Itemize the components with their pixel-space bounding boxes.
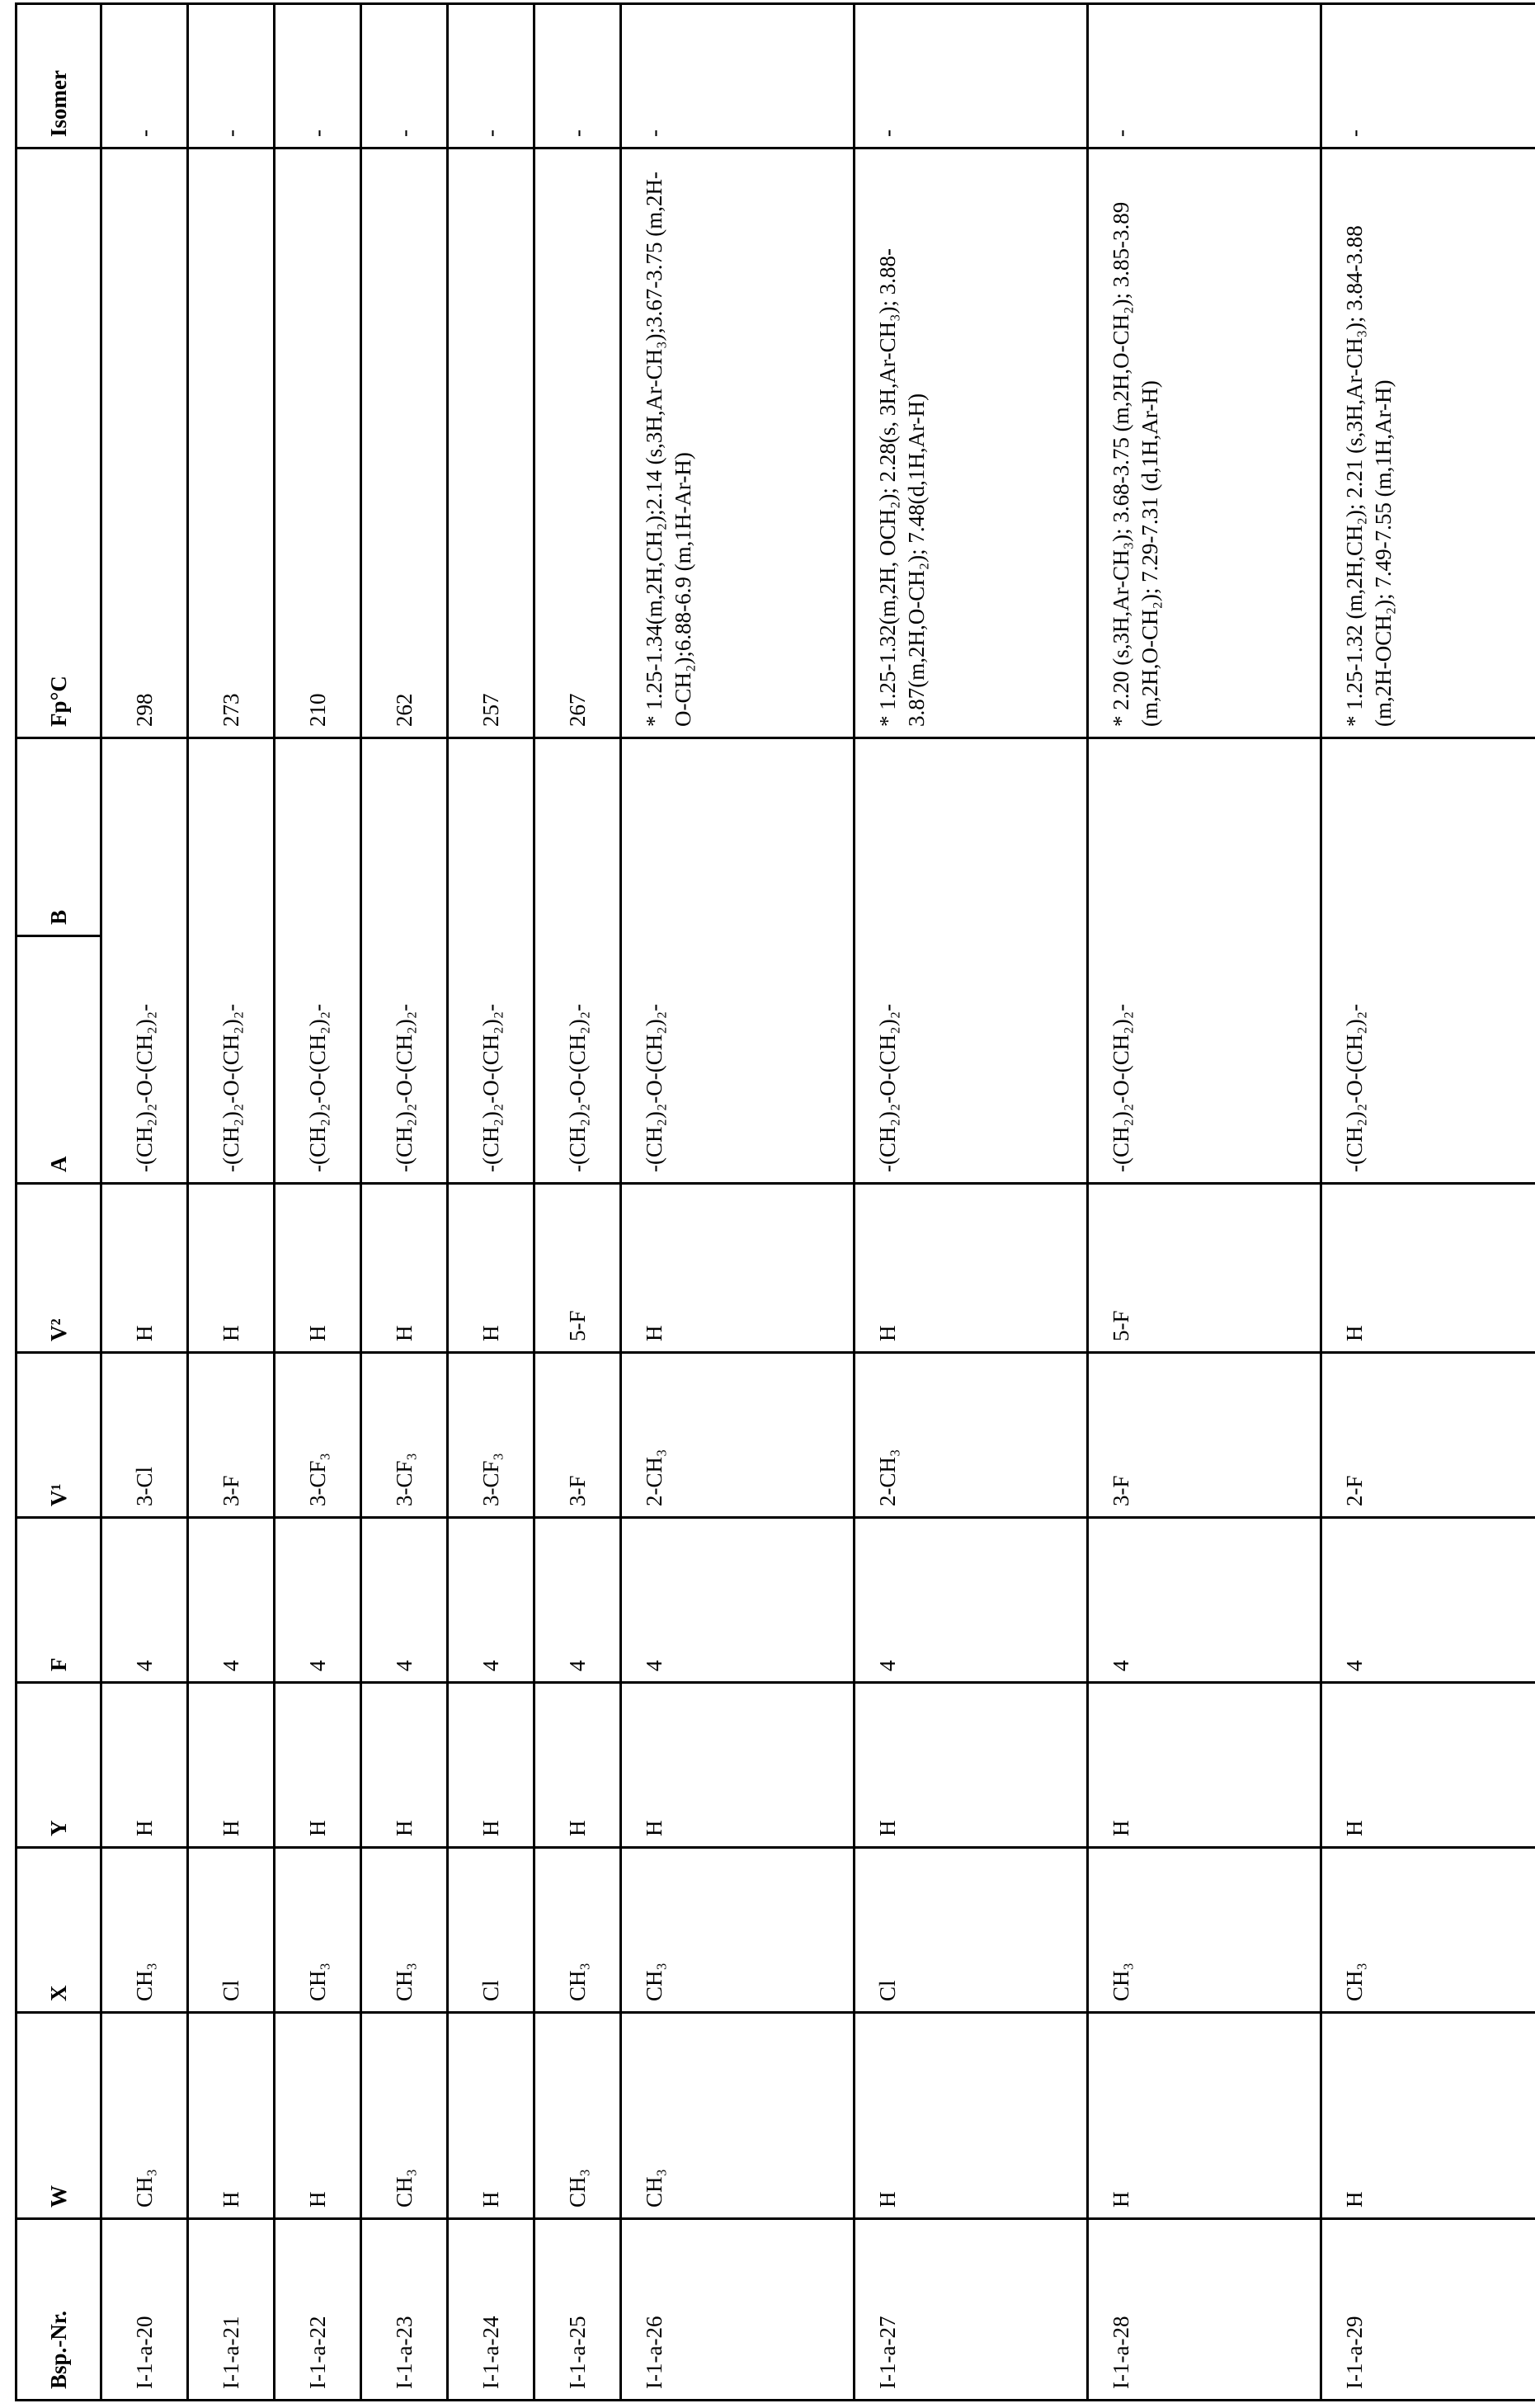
cell-y: H bbox=[1088, 1683, 1321, 1848]
cell-a-b: -(CH₂)₂-O-(CH₂)₂- bbox=[101, 738, 188, 1184]
cell-isomer: - bbox=[188, 4, 275, 148]
cell-bsp-nr: I-1-a-25 bbox=[534, 2219, 621, 2401]
cell-v2: H bbox=[855, 1184, 1088, 1353]
cell-bsp-nr: I-1-a-20 bbox=[101, 2219, 188, 2401]
cell-x: CH₃ bbox=[275, 1848, 361, 2013]
cell-bsp-nr: I-1-a-21 bbox=[188, 2219, 275, 2401]
cell-y: H bbox=[855, 1683, 1088, 1848]
table-row bbox=[448, 4, 534, 2401]
cell-y: H bbox=[448, 1683, 534, 1848]
cell-isomer: - bbox=[448, 4, 534, 148]
cell-f: 4 bbox=[275, 1518, 361, 1683]
cell-v2: H bbox=[621, 1184, 855, 1353]
cell-isomer: - bbox=[1088, 4, 1321, 148]
cell-v2: H bbox=[448, 1184, 534, 1353]
header-f: F bbox=[16, 1518, 101, 1683]
cell-isomer: - bbox=[1321, 4, 1535, 148]
cell-a-b: -(CH₂)₂-O-(CH₂)₂- bbox=[855, 738, 1088, 1184]
cell-y: H bbox=[1321, 1683, 1535, 1848]
cell-y: H bbox=[361, 1683, 448, 1848]
cell-x: CH₃ bbox=[534, 1848, 621, 2013]
cell-x: Cl bbox=[448, 1848, 534, 2013]
cell-isomer: - bbox=[101, 4, 188, 148]
table-row bbox=[621, 4, 855, 2401]
header-y: Y bbox=[16, 1683, 101, 1848]
cell-a-b: -(CH₂)₂-O-(CH₂)₂- bbox=[361, 738, 448, 1184]
cell-v1: 3-F bbox=[534, 1353, 621, 1518]
cell-y: H bbox=[275, 1683, 361, 1848]
header-isomer: Isomer bbox=[16, 4, 101, 148]
cell-fp: 262 bbox=[361, 148, 448, 738]
header-b: B bbox=[16, 738, 101, 936]
cell-a-b: -(CH₂)₂-O-(CH₂)₂- bbox=[1321, 738, 1535, 1184]
cell-a-b: -(CH₂)₂-O-(CH₂)₂- bbox=[621, 738, 855, 1184]
cell-v2: H bbox=[361, 1184, 448, 1353]
cell-bsp-nr: I-1-a-26 bbox=[621, 2219, 855, 2401]
cell-f: 4 bbox=[361, 1518, 448, 1683]
cell-v1: 2-CH₃ bbox=[621, 1353, 855, 1518]
table-row bbox=[855, 4, 1088, 2401]
cell-x: CH₃ bbox=[361, 1848, 448, 2013]
cell-bsp-nr: I-1-a-28 bbox=[1088, 2219, 1321, 2401]
cell-a-b: -(CH₂)₂-O-(CH₂)₂- bbox=[275, 738, 361, 1184]
cell-bsp-nr: I-1-a-27 bbox=[855, 2219, 1088, 2401]
cell-bsp-nr: I-1-a-23 bbox=[361, 2219, 448, 2401]
cell-v1: 3-CF₃ bbox=[361, 1353, 448, 1518]
header-v1: V¹ bbox=[16, 1353, 101, 1518]
cell-w: CH₃ bbox=[361, 2013, 448, 2219]
header-row bbox=[16, 4, 101, 2401]
cell-w: CH₃ bbox=[621, 2013, 855, 2219]
cell-w: H bbox=[275, 2013, 361, 2219]
cell-v1: 3-CF₃ bbox=[448, 1353, 534, 1518]
cell-w: H bbox=[448, 2013, 534, 2219]
table-row bbox=[361, 4, 448, 2401]
cell-f: 4 bbox=[188, 1518, 275, 1683]
header-v2: V² bbox=[16, 1184, 101, 1353]
cell-x: CH₃ bbox=[101, 1848, 188, 2013]
cell-isomer: - bbox=[275, 4, 361, 148]
cell-x: Cl bbox=[188, 1848, 275, 2013]
cell-w: CH₃ bbox=[534, 2013, 621, 2219]
cell-bsp-nr: I-1-a-29 bbox=[1321, 2219, 1535, 2401]
cell-a-b: -(CH₂)₂-O-(CH₂)₂- bbox=[448, 738, 534, 1184]
cell-y: H bbox=[188, 1683, 275, 1848]
cell-x: CH₃ bbox=[1088, 1848, 1321, 2013]
header-bsp: Bsp.-Nr. bbox=[16, 2219, 101, 2401]
cell-x: Cl bbox=[855, 1848, 1088, 2013]
cell-f: 4 bbox=[101, 1518, 188, 1683]
table-row bbox=[1321, 4, 1535, 2401]
cell-w: H bbox=[1321, 2013, 1535, 2219]
cell-fp: * 1.25-1.32(m,2H, OCH₂); 2.28(s, 3H,Ar-CH₃); 3.88-3.87(m,2H,O-CH₂); 7.48(d,1H,Ar-H) bbox=[855, 148, 1088, 738]
cell-isomer: - bbox=[855, 4, 1088, 148]
cell-bsp-nr: I-1-a-24 bbox=[448, 2219, 534, 2401]
cell-fp: * 1.25-1.32 (m,2H,CH₂); 2.21 (s,3H,Ar-CH₃); 3.84-3.88 (m,2H-OCH₂); 7.49-7.55 (m,1H,Ar-H) bbox=[1321, 148, 1535, 738]
cell-v2: 5-F bbox=[534, 1184, 621, 1353]
table-row bbox=[101, 4, 188, 2401]
cell-bsp-nr: I-1-a-22 bbox=[275, 2219, 361, 2401]
header-a: A bbox=[16, 936, 101, 1184]
cell-fp: 273 bbox=[188, 148, 275, 738]
cell-f: 4 bbox=[1088, 1518, 1321, 1683]
cell-fp: 257 bbox=[448, 148, 534, 738]
cell-v1: 3-Cl bbox=[101, 1353, 188, 1518]
cell-v2: H bbox=[188, 1184, 275, 1353]
cell-a-b: -(CH₂)₂-O-(CH₂)₂- bbox=[1088, 738, 1321, 1184]
cell-v1: 3-F bbox=[188, 1353, 275, 1518]
cell-a-b: -(CH₂)₂-O-(CH₂)₂- bbox=[534, 738, 621, 1184]
cell-v1: 3-CF₃ bbox=[275, 1353, 361, 1518]
cell-v2: 5-F bbox=[1088, 1184, 1321, 1353]
header-w: W bbox=[16, 2013, 101, 2219]
cell-v2: H bbox=[275, 1184, 361, 1353]
cell-fp: 210 bbox=[275, 148, 361, 738]
header-x: X bbox=[16, 1848, 101, 2013]
table-row bbox=[534, 4, 621, 2401]
cell-isomer: - bbox=[621, 4, 855, 148]
cell-v1: 3-F bbox=[1088, 1353, 1321, 1518]
cell-w: H bbox=[188, 2013, 275, 2219]
cell-isomer: - bbox=[361, 4, 448, 148]
cell-f: 4 bbox=[855, 1518, 1088, 1683]
cell-v1: 2-CH₃ bbox=[855, 1353, 1088, 1518]
cell-fp: * 1.25-1.34(m,2H,CH₂);2.14 (s,3H,Ar-CH₃);3.67-3.75 (m,2H-O-CH₂);6.88-6.9 (m,1H-Ar-H) bbox=[621, 148, 855, 738]
table-row bbox=[1088, 4, 1321, 2401]
table-row bbox=[188, 4, 275, 2401]
cell-v2: H bbox=[101, 1184, 188, 1353]
cell-a-b: -(CH₂)₂-O-(CH₂)₂- bbox=[188, 738, 275, 1184]
compound-table bbox=[15, 2, 1535, 2401]
cell-f: 4 bbox=[621, 1518, 855, 1683]
cell-y: H bbox=[534, 1683, 621, 1848]
cell-y: H bbox=[621, 1683, 855, 1848]
cell-fp: 267 bbox=[534, 148, 621, 738]
cell-v1: 2-F bbox=[1321, 1353, 1535, 1518]
cell-fp: * 2.20 (s,3H,Ar-CH₃); 3.68-3.75 (m,2H,O-CH₂); 3.85-3.89 (m,2H,O-CH₂); 7.29-7.31 (d,1H,Ar-H) bbox=[1088, 148, 1321, 738]
cell-f: 4 bbox=[448, 1518, 534, 1683]
cell-f: 4 bbox=[1321, 1518, 1535, 1683]
cell-y: H bbox=[101, 1683, 188, 1848]
header-fp: Fp°C bbox=[16, 148, 101, 738]
cell-fp: 298 bbox=[101, 148, 188, 738]
cell-x: CH₃ bbox=[1321, 1848, 1535, 2013]
cell-w: H bbox=[1088, 2013, 1321, 2219]
cell-isomer: - bbox=[534, 4, 621, 148]
cell-w: CH₃ bbox=[101, 2013, 188, 2219]
rotated-page bbox=[0, 0, 1535, 2408]
cell-x: CH₃ bbox=[621, 1848, 855, 2013]
cell-v2: H bbox=[1321, 1184, 1535, 1353]
table-row bbox=[275, 4, 361, 2401]
cell-w: H bbox=[855, 2013, 1088, 2219]
cell-f: 4 bbox=[534, 1518, 621, 1683]
